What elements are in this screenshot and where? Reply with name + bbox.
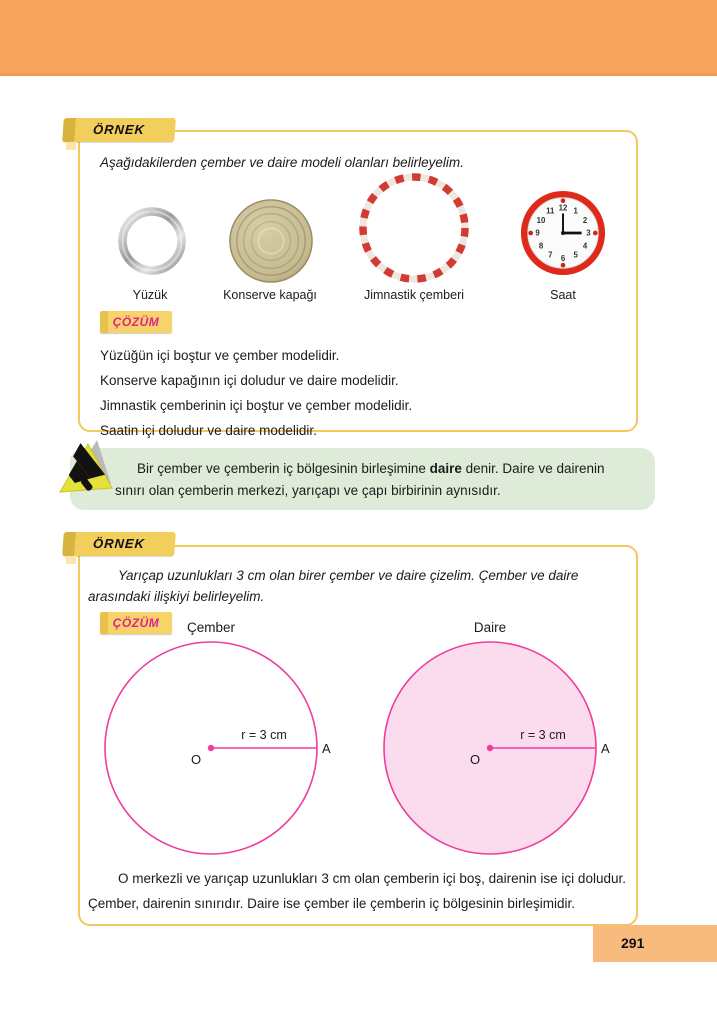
page-number-box bbox=[593, 925, 717, 962]
definition-bold-word: daire bbox=[429, 461, 462, 476]
point-label: A bbox=[601, 741, 610, 756]
radius-label: r = 3 cm bbox=[520, 728, 566, 742]
banner-fold bbox=[66, 142, 76, 150]
clock-number: 7 bbox=[548, 250, 553, 260]
clock-number: 12 bbox=[558, 203, 568, 213]
solution-banner-label: ÇÖZÜM bbox=[112, 315, 160, 329]
clock-number: 10 bbox=[536, 216, 546, 226]
megaphone-icon bbox=[55, 436, 117, 500]
hoop-icon bbox=[358, 172, 470, 284]
clock-number: 9 bbox=[535, 228, 540, 238]
cember-diagram bbox=[86, 636, 336, 864]
example2-banner bbox=[62, 532, 176, 556]
example2-banner-label: ÖRNEK bbox=[92, 536, 146, 551]
solution-line: Saatin içi doludur ve daire modelidir. bbox=[100, 423, 317, 438]
example1-banner-label: ÖRNEK bbox=[92, 122, 146, 137]
clock-number: 1 bbox=[573, 206, 578, 216]
solution-line: Yüzüğün içi boştur ve çember modelidir. bbox=[100, 348, 340, 363]
clock-number: 4 bbox=[582, 241, 588, 251]
diagram-title-daire: Daire bbox=[473, 620, 507, 635]
item-caption: Jimnastik çemberi bbox=[363, 288, 465, 302]
page-header-bar bbox=[0, 0, 717, 76]
example1-solution-text bbox=[100, 343, 412, 443]
definition-box bbox=[70, 448, 655, 510]
example1-solution-banner bbox=[100, 311, 172, 333]
definition-text-part1: Bir çember ve çemberin iç bölgesinin birleşimine bbox=[137, 461, 430, 476]
radius-label: r = 3 cm bbox=[241, 728, 287, 742]
item-caption: Konserve kapağı bbox=[223, 288, 317, 302]
clock-number: 8 bbox=[538, 241, 544, 251]
example2-conclusion: O merkezli ve yarıçap uzunlukları 3 cm olan çemberin içi boş, dairenin ise içi doludur. Çember, dairenin sınırıdır. Daire ise çember ile çemberin iç bölgesinin birleşimidir. bbox=[88, 871, 626, 911]
center-label: O bbox=[190, 752, 202, 767]
clock-number: 3 bbox=[586, 228, 591, 238]
definition-text-part2: denir. Daire ve dairenin sınırı olan çemberin merkezi, yarıçapı ve çapı birbirinin aynısıdır. bbox=[115, 461, 605, 498]
page-number: 291 bbox=[621, 935, 645, 951]
clock-icon bbox=[519, 189, 607, 277]
clock-number: 5 bbox=[573, 250, 578, 260]
definition-text bbox=[115, 458, 635, 502]
example2-question: Yarıçap uzunlukları 3 cm olan birer çember ve daire çizelim. Çember ve daire arasındaki ilişkiyi belirleyelim. bbox=[88, 568, 579, 604]
example1-question: Aşağıdakilerden çember ve daire modeli olanları belirleyelim. bbox=[100, 155, 464, 170]
clock-number: 2 bbox=[582, 216, 588, 226]
item-caption: Saat bbox=[550, 288, 576, 302]
solution-line: Jimnastik çemberinin içi boştur ve çember modelidir. bbox=[100, 398, 413, 413]
ring-icon bbox=[114, 203, 190, 279]
diagram-title-cember: Çember bbox=[186, 620, 235, 635]
solution-banner-label: ÇÖZÜM bbox=[112, 616, 160, 630]
center-label: O bbox=[469, 752, 481, 767]
daire-diagram bbox=[365, 636, 615, 864]
example1-banner bbox=[62, 118, 176, 142]
banner-fold bbox=[66, 556, 76, 564]
can-lid-icon bbox=[227, 197, 315, 285]
clock-number: 11 bbox=[546, 206, 555, 216]
item-caption: Yüzük bbox=[132, 288, 168, 302]
clock-number: 6 bbox=[560, 254, 566, 264]
solution-line: Konserve kapağının içi doludur ve daire modelidir. bbox=[100, 373, 399, 388]
point-label: A bbox=[322, 741, 331, 756]
